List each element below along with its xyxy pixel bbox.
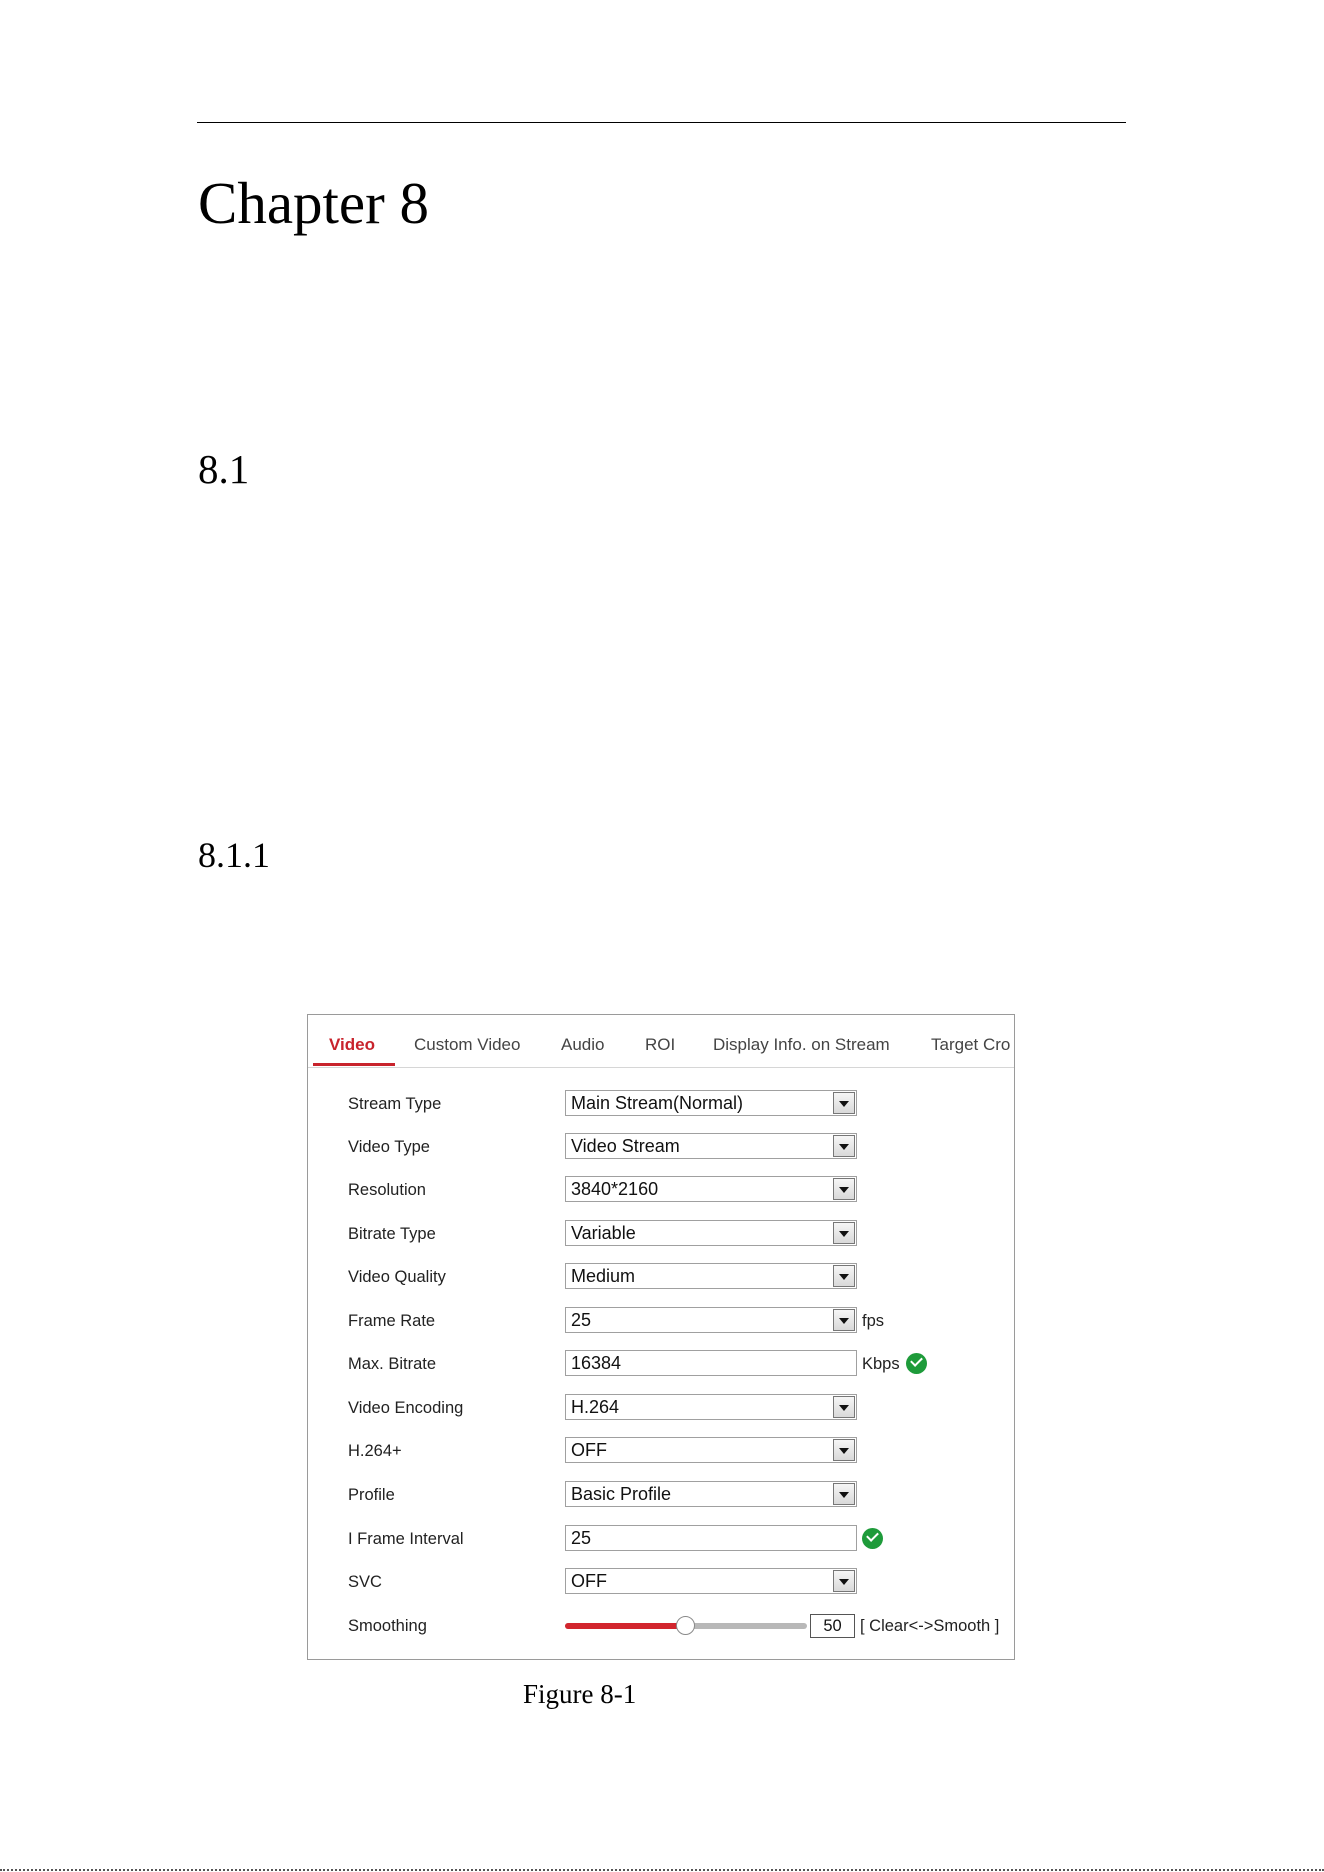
video-encoding-select[interactable] <box>565 1394 857 1420</box>
video-quality-select[interactable] <box>565 1263 857 1289</box>
video-type-label: Video Type <box>348 1138 430 1156</box>
smoothing-value-input[interactable]: 50 <box>810 1614 855 1638</box>
frame-rate-unit: fps <box>862 1312 885 1330</box>
video-settings-panel <box>307 1014 1015 1660</box>
check-circle-icon <box>862 1528 883 1549</box>
tab-display-info-on-stream[interactable]: Display Info. on Stream <box>713 1035 890 1054</box>
chevron-down-icon[interactable] <box>833 1135 855 1157</box>
smoothing-slider[interactable] <box>565 1623 807 1629</box>
stream-type-value: Main Stream(Normal) <box>571 1093 744 1113</box>
smoothing-slider-handle[interactable] <box>676 1616 695 1635</box>
chevron-down-icon[interactable] <box>833 1439 855 1461</box>
profile-label: Profile <box>348 1486 395 1504</box>
chevron-down-icon[interactable] <box>833 1396 855 1418</box>
svc-row <box>348 1568 1008 1598</box>
tab-bar <box>308 1015 1014 1068</box>
chevron-down-icon[interactable] <box>833 1570 855 1592</box>
tab-custom-video[interactable]: Custom Video <box>414 1035 521 1054</box>
video-quality-row <box>348 1263 1008 1293</box>
header-rule <box>197 122 1126 123</box>
resolution-row <box>348 1176 1008 1206</box>
smoothing-label: Smoothing <box>348 1617 427 1635</box>
resolution-value: 3840*2160 <box>571 1179 659 1199</box>
profile-row <box>348 1481 1008 1511</box>
active-tab-indicator <box>313 1063 395 1066</box>
h264-plus-select[interactable] <box>565 1437 857 1463</box>
page-bottom-edge <box>0 1869 1324 1871</box>
video-encoding-row <box>348 1394 1008 1424</box>
subsection-number: 8.1.1 <box>198 835 270 875</box>
video-type-row <box>348 1133 1008 1163</box>
svc-select[interactable] <box>565 1568 857 1594</box>
svc-label: SVC <box>348 1573 382 1591</box>
i-frame-interval-row <box>348 1525 1008 1555</box>
frame-rate-value: 25 <box>571 1310 592 1330</box>
check-circle-icon <box>906 1353 927 1374</box>
bitrate-type-row <box>348 1220 1008 1250</box>
chevron-down-icon[interactable] <box>833 1309 855 1331</box>
video-type-value: Video Stream <box>571 1136 680 1156</box>
chapter-title: Chapter 8 <box>198 170 430 236</box>
bitrate-type-value: Variable <box>571 1223 636 1243</box>
video-quality-value: Medium <box>571 1266 636 1286</box>
figure-caption: Figure 8-1 <box>523 1679 637 1709</box>
video-type-select[interactable] <box>565 1133 857 1159</box>
video-quality-label: Video Quality <box>348 1268 446 1286</box>
resolution-select[interactable] <box>565 1176 857 1202</box>
chevron-down-icon[interactable] <box>833 1483 855 1505</box>
profile-select[interactable] <box>565 1481 857 1507</box>
frame-rate-row <box>348 1307 1008 1337</box>
frame-rate-select[interactable] <box>565 1307 857 1333</box>
video-encoding-value: H.264 <box>571 1397 620 1417</box>
tab-video[interactable]: Video <box>329 1035 375 1054</box>
section-number: 8.1 <box>198 446 250 492</box>
i-frame-interval-input[interactable] <box>565 1525 857 1551</box>
profile-value: Basic Profile <box>571 1484 672 1504</box>
chevron-down-icon[interactable] <box>833 1178 855 1200</box>
tab-target-cropping[interactable]: Target Cro <box>931 1035 1011 1054</box>
stream-type-row <box>348 1090 1008 1120</box>
svc-value: OFF <box>571 1571 607 1591</box>
max-bitrate-unit: Kbps <box>862 1355 900 1373</box>
bitrate-type-label: Bitrate Type <box>348 1225 436 1243</box>
bitrate-type-select[interactable] <box>565 1220 857 1246</box>
video-encoding-label: Video Encoding <box>348 1399 464 1417</box>
chevron-down-icon[interactable] <box>833 1265 855 1287</box>
resolution-label: Resolution <box>348 1181 426 1199</box>
max-bitrate-row <box>348 1350 1008 1380</box>
i-frame-interval-label: I Frame Interval <box>348 1530 464 1548</box>
smoothing-slider-fill <box>565 1623 686 1629</box>
frame-rate-label: Frame Rate <box>348 1312 436 1330</box>
h264-plus-label: H.264+ <box>348 1442 402 1460</box>
smoothing-range-note: [ Clear<->Smooth ] <box>860 1617 1000 1635</box>
tab-audio[interactable]: Audio <box>561 1035 605 1054</box>
max-bitrate-label: Max. Bitrate <box>348 1355 437 1373</box>
max-bitrate-input[interactable] <box>565 1350 857 1376</box>
smoothing-row <box>348 1612 1008 1642</box>
i-frame-interval-value: 25 <box>571 1528 592 1548</box>
stream-type-select[interactable] <box>565 1090 857 1116</box>
h264-plus-row <box>348 1437 1008 1467</box>
chevron-down-icon[interactable] <box>833 1092 855 1114</box>
tab-roi[interactable]: ROI <box>645 1035 676 1054</box>
h264-plus-value: OFF <box>571 1440 607 1460</box>
max-bitrate-value: 16384 <box>571 1353 622 1373</box>
stream-type-label: Stream Type <box>348 1095 442 1113</box>
chevron-down-icon[interactable] <box>833 1222 855 1244</box>
